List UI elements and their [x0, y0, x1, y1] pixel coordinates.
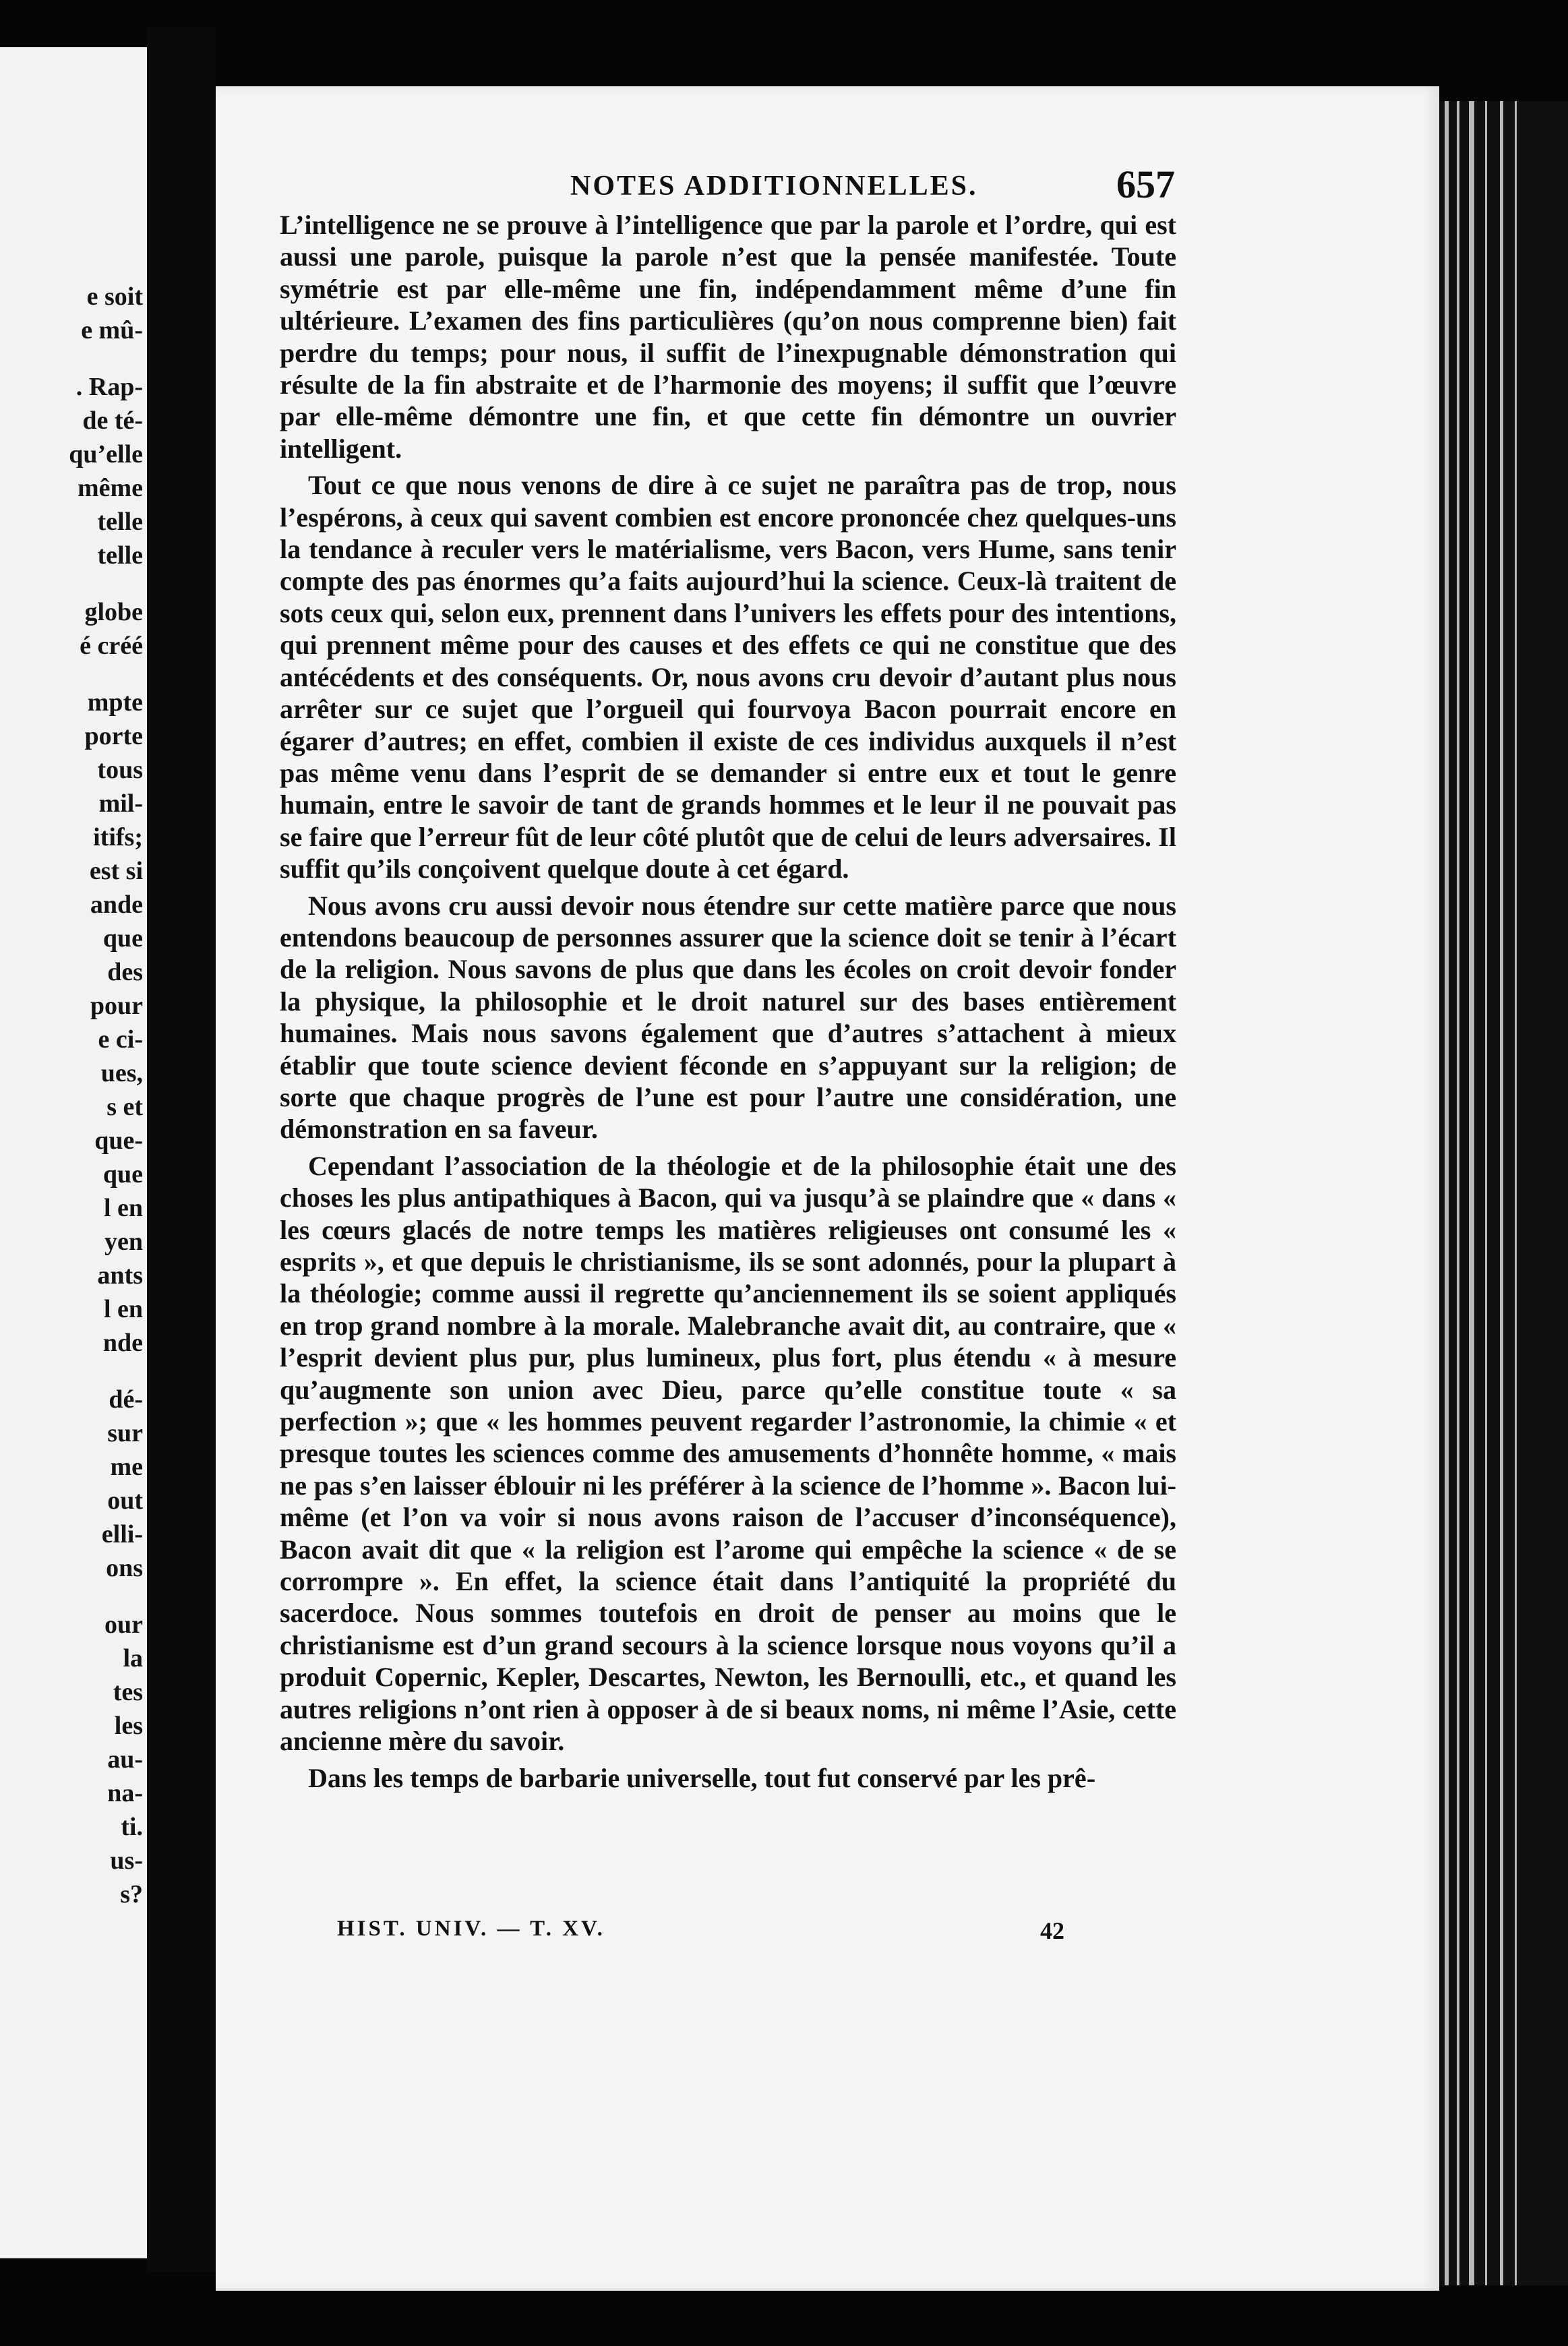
- left-page-fragment: que: [102, 924, 143, 953]
- paragraph: Dans les temps de barbarie universelle, tout fut conservé par les prê-: [308, 1762, 1096, 1793]
- left-page-fragment: out: [107, 1486, 143, 1515]
- left-page-fragment: qu’elle: [69, 440, 143, 469]
- footer-signature: HIST. UNIV. — T. XV.: [337, 1917, 605, 1941]
- running-header: [285, 162, 1175, 209]
- left-page-fragment: [1, 1585, 143, 1608]
- left-facing-page: [0, 47, 147, 2258]
- left-page-fragment: us-: [110, 1846, 143, 1875]
- left-page-fragment: e ci-: [98, 1025, 143, 1054]
- left-page-fragment: [1, 347, 143, 370]
- left-page-fragment: telle: [97, 508, 143, 536]
- left-page-fragment: e soit: [86, 282, 143, 311]
- book-gutter: [147, 27, 216, 2272]
- paragraph: Cependant l’association de la théologie et de la philosophie était une des choses les plus antipathiques à Bacon, qui va jusqu’à se plaindre que « dans « les cœurs glacés de notre temps les matières religieuses ont consumé les « esprits », et que depuis le christianisme, ils se sont adonnés, pour la plupart à la théologie; comme aussi il regrette qu’anciennement ils se soient appliqués en trop grand nombre à la morale. Malebranche avait dit, au contraire, que « l’esprit devient plus pur, plus lumineux, plus fort, plus étendu « à mesure qu’augmente son union avec Dieu, parce qu’elle constitue toute « sa perfection »; que « les hommes peuvent regarder l’astronomie, la chimie « et presque toutes les sciences comme des amusements d’honnête homme, « mais ne pas s’en laisser éblouir ni les préférer à la science de l’homme ». Bacon lui-même (et l’on va voir si nous avons raison de l’accuser d’inconséquence), Bacon avait dit que « la religion est l’arome qui empêche la science « de se corrompre ». En effet, la science était dans l’antiquité la propriété du sacerdoce. Nous sommes toutefois en droit de penser au moins que le christianisme est d’un grand secours à la science lorsque nous voyons qu’il a produit Copernic, Kepler, Descartes, Newton, les Bernoulli, etc., et quand les autres religions n’ont rien à opposer à de si beaux noms, ni même l’Asie, cette ancienne mère du savoir.: [280, 1150, 1176, 1757]
- left-page-fragment: ants: [97, 1261, 143, 1290]
- left-page-fragment: tous: [97, 756, 143, 784]
- left-page-fragment: dé-: [109, 1385, 143, 1414]
- left-page-fragment: sur: [107, 1419, 143, 1447]
- left-page-fragment: na-: [107, 1779, 143, 1807]
- left-page-fragment: ande: [90, 891, 143, 919]
- left-page-fragment: s?: [120, 1880, 143, 1908]
- left-page-fragment: la: [123, 1644, 143, 1673]
- left-page-fragment: porte: [84, 722, 143, 750]
- left-page-fragment: our: [104, 1611, 143, 1639]
- left-page-fragment: globe: [84, 598, 143, 626]
- paragraph: Tout ce que nous venons de dire à ce sujet ne paraîtra pas de trop, nous l’espérons, à ceux qui savent combien est encore prononcée chez quelques-uns la tendance à reculer vers le matérialisme, vers Bacon, vers Hume, sans tenir compte des pas énormes qu’a faits aujourd’hui la science. Ceux-là traitent de sots ceux qui, selon eux, prennent dans l’univers les effets pour des intentions, qui prennent même pour des causes et des effets ce qui ne constitue que des antécédents et des conséquents. Or, nous avons cru devoir d’autant plus nous arrêter sur ce sujet que l’orgueil qui fourvoya Bacon pourrait encore en égarer d’autres; en effet, combien il existe de ces individus auxquels il n’est pas même venu dans l’esprit de se demander si entre eux et tout le genre humain, entre le savoir de tant de grands hommes et le leur il ne pouvait pas se faire que l’erreur fût de leur côté plutôt que de celui de leurs adversaires. Il suffit qu’ils conçoivent quelque doute à cet égard.: [280, 470, 1176, 884]
- left-page-fragment: l en: [103, 1194, 143, 1222]
- left-page-fragment: e mû-: [81, 316, 143, 344]
- left-page-fragment: que: [102, 1160, 143, 1189]
- body-text: [280, 209, 1176, 1794]
- left-page-fragment: est si: [89, 857, 143, 885]
- left-page-fragment: que-: [94, 1126, 143, 1155]
- page-number: 657: [1116, 162, 1175, 206]
- left-page-fragment: mpte: [87, 688, 143, 717]
- left-page-fragment: [1, 572, 143, 595]
- paragraph: Nous avons cru aussi devoir nous étendre sur cette matière parce que nous entendons beaucoup de personnes assurer que la science doit se tenir à l’écart de la religion. Nous savons de plus que dans les écoles on croit devoir fonder la physique, la philosophie et le droit naturel sur des bases entièrement humaines. Mais nous savons également que d’autres s’attachent à mieux établir que toute science devient féconde en s’appuyant sur la religion; de sorte que chaque progrès de l’une est pour l’autre une considération, une démonstration en sa faveur.: [280, 890, 1176, 1145]
- left-page-fragment: itifs;: [93, 823, 143, 851]
- left-page-fragment: ons: [106, 1554, 143, 1582]
- left-page-fragment: les: [114, 1712, 143, 1740]
- left-page-fragment: telle: [97, 541, 143, 570]
- left-page-fragment: s et: [107, 1093, 143, 1121]
- left-page-fragment: l en: [103, 1295, 143, 1323]
- left-page-fragment: même: [77, 474, 143, 502]
- footer: [337, 1917, 1079, 1957]
- paragraph: L’intelligence ne se prouve à l’intelligence que par la parole et l’ordre, qui est aussi une parole, puisque la parole n’est que la pensée manifestée. Toute symétrie est par elle-même une fin, indépendamment même d’une fin ultérieure. L’examen des fins particulières (qu’on nous comprenne bien) fait perdre du temps; pour nous, il suffit de l’inexpugnable démonstration qui résulte de la fin abstraite et de l’harmonie des moyens; il suffit que l’œuvre par elle-même démontre une fin, et que cette fin démontre un ouvrier intelligent.: [280, 210, 1176, 464]
- left-page-fragment: tes: [113, 1678, 143, 1706]
- left-page-fragment: yen: [104, 1228, 143, 1256]
- left-page-fragment: pour: [90, 992, 143, 1020]
- left-page-fragment: des: [107, 958, 143, 986]
- left-page-fragment: me: [110, 1453, 143, 1481]
- left-page-fragment: ues,: [100, 1059, 143, 1087]
- left-page-fragment: de té-: [82, 407, 143, 435]
- signature-number: 42: [1040, 1917, 1064, 1944]
- left-page-fragment: ti.: [121, 1813, 143, 1841]
- page-stack-edge: [1439, 101, 1568, 2285]
- running-title: NOTES ADDITIONNELLES.: [570, 171, 978, 202]
- left-page-fragment: nde: [102, 1329, 143, 1357]
- left-page-fragment: mil-: [98, 789, 143, 818]
- left-page-fragment: elli-: [101, 1520, 143, 1548]
- left-page-text-fragments: [1, 280, 143, 1911]
- left-page-fragment: é créé: [80, 632, 143, 660]
- left-page-fragment: [1, 663, 143, 686]
- left-page-fragment: au-: [107, 1745, 143, 1774]
- left-page-fragment: [1, 1360, 143, 1383]
- left-page-fragment: . Rap-: [76, 373, 143, 401]
